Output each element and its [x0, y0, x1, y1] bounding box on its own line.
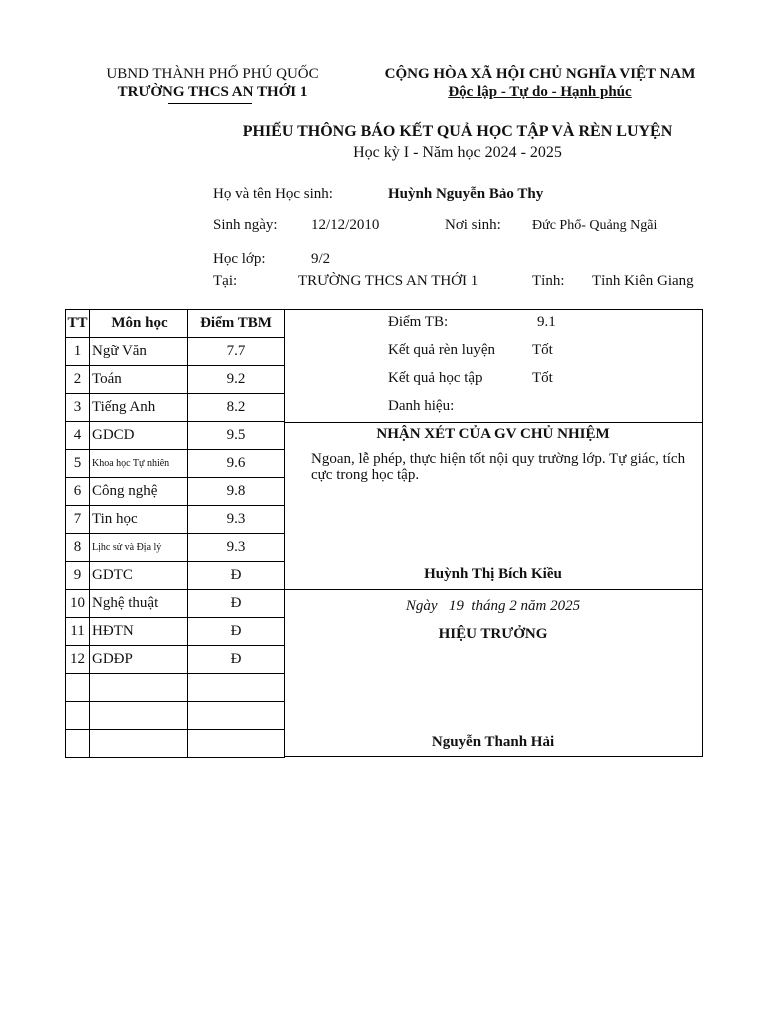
- principal-role: HIỆU TRƯỞNG: [438, 626, 548, 642]
- subject-name: GDCD: [90, 422, 188, 450]
- school-at-value: TRƯỜNG THCS AN THỚI 1: [298, 273, 479, 289]
- province-label: Tỉnh:: [532, 273, 565, 289]
- table-row: [66, 534, 285, 562]
- nation-name: CỘNG HÒA XÃ HỘI CHỦ NGHĨA VIỆT NAM: [384, 66, 696, 82]
- student-name: Huỳnh Nguyễn Bảo Thy: [388, 186, 544, 202]
- pob-label: Nơi sinh:: [445, 217, 501, 233]
- table-row: [66, 506, 285, 534]
- conduct-label: Kết quả rèn luyện: [388, 342, 496, 358]
- row-number: 6: [66, 478, 90, 506]
- table-row: [66, 478, 285, 506]
- table-row: [66, 366, 285, 394]
- signature-date: Ngày 19 tháng 2 năm 2025: [405, 598, 581, 614]
- subject-score: 8.2: [188, 394, 285, 422]
- comment-text: Ngoan, lễ phép, thực hiện tốt nội quy trường lớp. Tự giác, tích cực trong học tập.: [311, 451, 686, 483]
- subject-score: Đ: [188, 562, 285, 590]
- table-row-empty: [66, 730, 285, 758]
- pob-value: Đức Phổ- Quảng Ngãi: [532, 218, 658, 233]
- subject-name: GDTC: [90, 562, 188, 590]
- subject-name: Nghệ thuật: [90, 590, 188, 618]
- honor-label: Danh hiệu:: [388, 398, 455, 414]
- subject-name: Ngữ Văn: [90, 338, 188, 366]
- agency-name: UBND THÀNH PHỐ PHÚ QUỐC: [106, 66, 319, 82]
- conduct-value: Tốt: [532, 342, 553, 358]
- subject-score: 9.6: [188, 450, 285, 478]
- motto: Độc lập - Tự do - Hạnh phúc: [448, 84, 632, 100]
- row-number: 4: [66, 422, 90, 450]
- subject-score: 7.7: [188, 338, 285, 366]
- row-number: 1: [66, 338, 90, 366]
- school-name: TRƯỜNG THCS AN THỚI 1: [117, 84, 308, 100]
- province-value: Tỉnh Kiên Giang: [592, 273, 694, 289]
- table-row: [66, 450, 285, 478]
- row-number: 11: [66, 618, 90, 646]
- study-label: Kết quả học tập: [388, 370, 483, 386]
- school-underline: [168, 103, 252, 104]
- subject-name: Công nghệ: [90, 478, 188, 506]
- row-number: 2: [66, 366, 90, 394]
- header-subject: Môn học: [90, 310, 188, 338]
- dob-value: 12/12/2010: [311, 217, 380, 233]
- table-row: [66, 562, 285, 590]
- subject-score: Đ: [188, 646, 285, 674]
- summary-box: [284, 309, 703, 423]
- grades-table: [65, 309, 285, 758]
- subject-name: Toán: [90, 366, 188, 394]
- class-value: 9/2: [311, 251, 331, 267]
- row-number: 9: [66, 562, 90, 590]
- subject-score: Đ: [188, 618, 285, 646]
- dob-label: Sinh ngày:: [213, 217, 278, 233]
- header-tt: TT: [66, 310, 90, 338]
- principal-name: Nguyễn Thanh Hải: [431, 734, 555, 750]
- student-name-label: Họ và tên Học sinh:: [213, 186, 333, 202]
- subject-name: Tin học: [90, 506, 188, 534]
- page-title: PHIẾU THÔNG BÁO KẾT QUẢ HỌC TẬP VÀ RÈN LUYỆN: [242, 123, 673, 140]
- table-row-empty: [66, 674, 285, 702]
- class-label: Học lớp:: [213, 251, 266, 267]
- subject-score: 9.3: [188, 534, 285, 562]
- subject-name: HĐTN: [90, 618, 188, 646]
- subject-score: 9.2: [188, 366, 285, 394]
- table-row: [66, 590, 285, 618]
- table-header-row: [66, 310, 285, 338]
- avg-label: Điểm TB:: [388, 314, 449, 330]
- row-number: 12: [66, 646, 90, 674]
- table-row: [66, 618, 285, 646]
- subject-score: 9.8: [188, 478, 285, 506]
- row-number: 3: [66, 394, 90, 422]
- subject-score: Đ: [188, 590, 285, 618]
- table-row: [66, 422, 285, 450]
- comment-box: [284, 421, 703, 590]
- subject-score: 9.3: [188, 506, 285, 534]
- row-number: 8: [66, 534, 90, 562]
- subject-name: Lịhc sử và Địa lý: [90, 534, 188, 562]
- subject-name: GDĐP: [90, 646, 188, 674]
- teacher-name: Huỳnh Thị Bích Kiều: [424, 566, 562, 582]
- subject-name: Tiếng Anh: [90, 394, 188, 422]
- header-score: Điểm TBM: [188, 310, 285, 338]
- table-row-empty: [66, 702, 285, 730]
- school-at-label: Tại:: [213, 273, 238, 289]
- table-row: [66, 646, 285, 674]
- row-number: 10: [66, 590, 90, 618]
- comment-heading: NHẬN XÉT CỦA GV CHỦ NHIỆM: [376, 426, 610, 442]
- table-row: [66, 338, 285, 366]
- study-value: Tốt: [532, 370, 553, 386]
- row-number: 7: [66, 506, 90, 534]
- avg-value: 9.1: [537, 314, 556, 330]
- table-row: [66, 394, 285, 422]
- page-subtitle: Học kỳ I - Năm học 2024 - 2025: [353, 144, 562, 161]
- subject-score: 9.5: [188, 422, 285, 450]
- subject-name: Khoa học Tự nhiên: [90, 450, 188, 478]
- row-number: 5: [66, 450, 90, 478]
